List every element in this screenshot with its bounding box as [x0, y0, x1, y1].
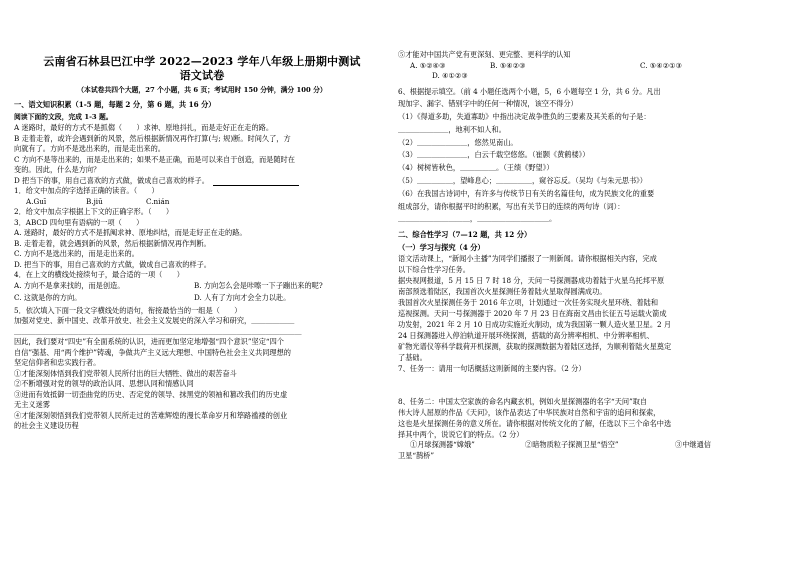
option[interactable]: B. ⑤④②③: [490, 60, 526, 70]
question-4-options-row2: [14, 293, 390, 304]
question-1: 1．给文中加点的字选择正确的读音。（ ）: [14, 186, 159, 196]
option[interactable]: ③中继通信: [675, 440, 711, 450]
question-7: 7、任务一：请用一句话概括这则新闻的主要内容。（2 分）: [398, 364, 586, 374]
question-6: 6、根据提示填空。（前 4 小题任选两个小题，5，6 小题每空 1 分，共 6 分。凡出: [398, 86, 661, 96]
option[interactable]: ①月球探测器“嫦娥”: [410, 440, 475, 450]
question-5-options-row2: [398, 71, 778, 82]
question-5-text: 加强对党史、新中国史、改革开放史、社会主义发展史的深入学习和研究，＿＿＿＿＿＿: [14, 316, 295, 326]
passage-line: B 走着走着，或许会遇到新的风景，然后根据新情况再作打算(与; 规)断。时间久了，方: [14, 133, 291, 143]
question-5: 5．依次填入下面一段文字横线处的语句，衔接最恰当的一组是（ ）: [14, 305, 242, 315]
option[interactable]: C.nián: [146, 196, 170, 206]
news-text: 据央视网报道，5 月 15 日 7 时 18 分，天问一号探测器成功着陆于火星乌托邦平原: [398, 276, 665, 286]
question-6-6: 组成部分，请你根据平时的积累，写出有关节日的连续的两句诗（词）：: [398, 201, 625, 211]
question-5-item: ⑤才能对中国共产党有更深刻、更完整、更科学的认知: [398, 50, 571, 59]
question-3-option[interactable]: A. 迷路时，最好的方式不是抓阄求神、原地纠结，而是走好正在走的路。: [14, 228, 247, 238]
reading-passage: [14, 123, 390, 186]
question-6-6: （6）在我国古诗词中，有许多与传统节日有关的名篇佳句，成为民族文化的重要: [398, 188, 655, 198]
option[interactable]: A. 方向不是拿来找的，而是创造。: [14, 280, 125, 290]
option[interactable]: C. ⑤④②①③: [640, 60, 683, 70]
section-2-heading: 二、综合性学习（7—12 题，共 12 分）: [398, 230, 532, 240]
section-1-heading: 一、语文知识积累（1-5 题，每题 2 分，第 6 题，共 16 分）: [14, 99, 216, 109]
passage-line: [14, 176, 390, 187]
subsection-heading: （一）学习与探究（4 分）: [398, 242, 485, 252]
option[interactable]: B.jiū: [86, 196, 103, 206]
question-6-3[interactable]: （3）＿＿＿＿＿＿＿，白云千载空悠悠。（崔颢《黄鹤楼》）: [398, 150, 590, 160]
news-text: 我国首次火星探测任务于 2016 年立项，计划通过一次任务实现火星环绕、着陆和: [398, 298, 659, 308]
passage-line: 向就有了。方向不是选出来的，而是走出来的。: [14, 144, 165, 154]
question-5-item: ②不断增强对党的领导的政治认同、思想认同和情感认同: [14, 379, 194, 389]
question-4: 4．在上文的横线处接续句子，最合适的一项（ ）: [14, 270, 184, 280]
question-6-1-blank[interactable]: ＿＿＿＿＿＿＿，地利不如人和。: [398, 124, 506, 134]
question-5-text: 坚定信仰者和忠实践行者。: [14, 358, 101, 368]
right-column: [398, 0, 778, 561]
question-3: 3．ABCD 四句里有语病的一项（ ）: [14, 217, 144, 227]
question-3-option[interactable]: C. 方向不是选出来的，而是走出来的。: [14, 249, 139, 259]
question-5-text: 自信”强基、用“两个维护”铸魂，争做共产主义远大理想、中国特色社会主义共同理想的: [14, 347, 291, 357]
option[interactable]: A.Guī: [26, 196, 47, 206]
exam-title-line1: 云南省石林县巴江中学 2022—2023 学年八年级上册期中测试: [43, 55, 361, 68]
question-2: 2．给文中加点字根据上下文的正确字形。（ ）: [14, 207, 174, 217]
option[interactable]: ②暗物质粒子探测卫星“悟空”: [525, 440, 619, 450]
news-text: 南部预选着陆区，我国首次火星探测任务着陆火星取得圆满成功。: [398, 287, 607, 297]
question-6-5[interactable]: （5）＿＿＿＿＿，望峰息心；＿＿＿＿＿，窥谷忘反。（吴均《与朱元思书》）: [398, 176, 647, 186]
passage-line: A 迷路时，最好的方式不是抓㑳（ ）求神、原地抖扎，而是走好正在走的路。: [14, 123, 274, 133]
news-text: 24 日探测器进入停泊轨道开展环绕探测，搭载的高分辨率相机、中分辨率相机、: [398, 331, 654, 341]
news-text: 巡视探测。天问一号探测器于 2020 年 7 月 23 日在海南文昌由长征五号运载火箭成: [398, 309, 667, 319]
question-5-text: ＿＿＿＿＿＿＿＿＿＿＿＿＿＿＿＿＿＿＿＿＿＿＿＿＿＿＿＿＿＿＿＿＿＿＿＿＿＿＿＿: [14, 326, 302, 336]
exam-note: （本试卷共四个大题，27 个小题，共 6 页；考试用时 150 分钟，满分 100 分）: [77, 86, 327, 94]
question-8: 8、任务二：中国太空家族的命名内藏玄机，例如火星探测器的名字“天问”取自: [398, 397, 648, 407]
passage-line-d: D 把当下的事，用自己喜欢的方式做，做成自己喜欢的样子。: [14, 175, 206, 185]
question-8: 这也是火星探测任务的意义所在。请你根据对传统文化的了解，任选以下三个命名中选: [398, 419, 672, 429]
question-5-item: ①才能深刻体悟到我们党带领人民所付出的巨大牺牲、做出的艰苦奋斗: [14, 368, 237, 378]
reading-hint: 阅读下面的文段，完成 1-3 题。: [14, 113, 113, 122]
question-5-text: 因此，我们要对“四史”有全面系统的认识，进而更加坚定地增强“四个意识”坚定“四个: [14, 337, 284, 347]
news-text: 矿物光谱仪等科学载荷开机探测，获取的探测数据为着陆区选择，为顺利着陆火星奠定: [398, 342, 672, 352]
question-6-6-blank[interactable]: ＿＿＿＿＿＿＿＿＿＿，＿＿＿＿＿＿＿＿＿＿。: [398, 214, 557, 224]
news-text: 了基础。: [398, 353, 427, 363]
answer-blank[interactable]: [213, 176, 299, 186]
intro-text: 语文活动课上，“新闻小主播”为同学们播报了一则新闻。请你根据相关内容，完成: [398, 254, 657, 264]
question-8: 择其中两个，说说它们的特点。（2 分）: [398, 430, 524, 440]
question-4-options-row1: [14, 281, 390, 292]
question-5-item: ④才能深刻领悟到我们党带领人民所走过的苦难辉煌的漫长革命岁月和筚路褴褛的创业: [14, 410, 288, 420]
question-6-4[interactable]: （4）树树皆秋色，＿＿＿＿＿。（王绩《野望》）: [398, 163, 554, 173]
option[interactable]: A. ⑤②④③: [410, 60, 446, 70]
option[interactable]: B. 方向怎么会是咔嚓一下子蹦出来的呢?: [194, 280, 323, 290]
question-8-options: [398, 440, 778, 451]
question-3-option[interactable]: D. 把当下的事，用自己喜欢的方式做，做成自己喜欢的样子。: [14, 259, 211, 269]
question-6-2[interactable]: （2）＿＿＿＿＿＿＿，悠然见南山。: [398, 137, 518, 147]
question-8: 伟大诗人屈原的作品《天问》，该作品表达了中华民族对自然和宇宙的追问和探索，: [398, 408, 661, 418]
question-1-options: [14, 197, 390, 208]
question-3-option[interactable]: B. 走着走着，就会遇到新的风景，然后根据新情况再作判断。: [14, 238, 211, 248]
passage-line: 变的。因此，什么是方向？: [14, 165, 101, 175]
passage-line: C 方向不是等出来的，而是走出来的；如果不是正确，而是可以来自于创造，而是随时在: [14, 154, 295, 164]
left-column: [14, 0, 390, 561]
intro-text: 以下综合性学习任务。: [398, 265, 470, 275]
news-text: 功发射，2021 年 2 月 10 日成功实施近火制动，成为我国第一颗人造火星卫星。2 月: [398, 320, 672, 330]
answer-space[interactable]: [398, 374, 778, 396]
option[interactable]: D. ④①②③: [432, 71, 468, 80]
option[interactable]: C. 这就是你的方向。: [14, 293, 82, 303]
option[interactable]: D. 人有了方向才会全力以赴。: [194, 293, 291, 303]
question-6: 现加字、漏字、错别字中的任何一种情况，该空不得分）: [398, 99, 578, 109]
question-5-item: 无主义迷雾: [14, 400, 50, 410]
question-5-item: ③进而有效抵御一切歪曲党的历史、否定党的领导、抹黑党的领袖和篡改我们的历史虚: [14, 389, 288, 399]
question-8-option-cont: 卫星“鹊桥”: [398, 450, 435, 460]
question-6-1: （1）《得道多助，失道寡助》中指出决定战争胜负的三要素及其关系的句子是：: [398, 112, 651, 122]
exam-title-line2: 语文试卷: [179, 69, 225, 82]
question-5-item: 的社会主义建设历程: [14, 421, 79, 431]
question-5-options-row1: [398, 61, 778, 72]
